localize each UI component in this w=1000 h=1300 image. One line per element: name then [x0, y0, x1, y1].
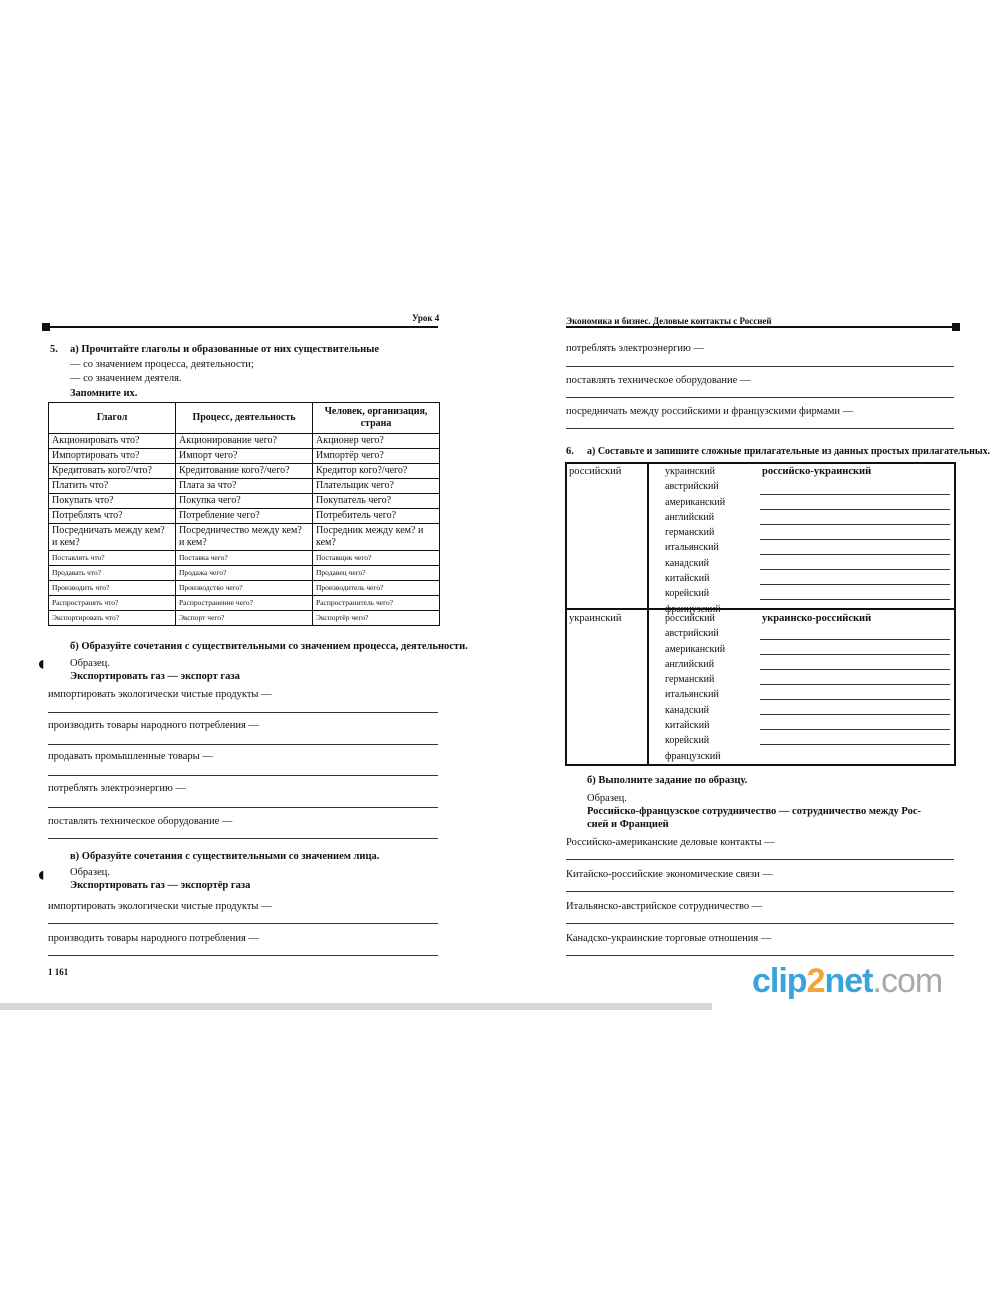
answer-line[interactable]	[566, 955, 954, 956]
logo-part: net	[824, 962, 873, 1000]
adjective-item: канадский	[665, 704, 710, 716]
exercise-5b-title: б) Образуйте сочетания с существительными со значением процесса, деятельности.	[70, 641, 468, 652]
exercise-5a-line2: — со значением деятеля.	[70, 373, 182, 384]
adjective-item: австрийский	[665, 628, 719, 640]
exercise-5b-item: поставлять техническое оборудование —	[48, 816, 233, 827]
answer-line[interactable]	[48, 712, 438, 713]
table-header-cell: Человек, организация, страна	[313, 403, 440, 434]
exercise-6a-title: а) Составьте и запишите сложные прилагательные из данных простых прилагательных.	[587, 446, 991, 457]
adjective-item: итальянский	[665, 542, 719, 554]
adjective-item: украинский	[665, 466, 715, 477]
exercise-5a-line1: — со значением процесса, деятельности;	[70, 359, 254, 370]
table-row	[49, 566, 440, 581]
table-cell: Плательщик чего?	[313, 479, 440, 494]
block2-adjective-list	[665, 611, 725, 764]
exercise-6-number: 6.	[566, 446, 574, 457]
adjective-answer-line[interactable]	[760, 509, 950, 510]
table-cell: Потребитель чего?	[313, 509, 440, 524]
right-header-rule	[566, 326, 956, 328]
adjective-item: итальянский	[665, 689, 719, 701]
table-cell: Производитель чего?	[313, 581, 440, 596]
table-header-row	[49, 403, 440, 434]
table-cell: Потреблять что?	[49, 509, 176, 524]
exercise-5c-sample: Экспортировать газ — экспортёр газа	[70, 880, 251, 891]
table-row	[49, 611, 440, 626]
table-header-cell: Процесс, деятельность	[176, 403, 313, 434]
adjective-answer-line[interactable]	[760, 714, 950, 715]
adjective-item: английский	[665, 658, 715, 670]
right-top-item: потреблять электроэнергию —	[566, 343, 704, 354]
adjective-answer-line[interactable]	[760, 569, 950, 570]
exercise-5b-item: потреблять электроэнергию —	[48, 783, 186, 794]
table-cell: Экспортёр чего?	[313, 611, 440, 626]
table-row	[49, 494, 440, 509]
table-cell: Распространение чего?	[176, 596, 313, 611]
answer-line[interactable]	[48, 955, 438, 956]
right-header-title: Экономика и бизнес. Деловые контакты с Россией	[566, 316, 772, 326]
answer-line[interactable]	[48, 807, 438, 808]
exercise-5b-item: производить товары народного потребления —	[48, 720, 259, 731]
scan-edge-bar	[0, 1003, 712, 1010]
adjective-answer-line[interactable]	[760, 699, 950, 700]
adjective-answer-line[interactable]	[760, 584, 950, 585]
answer-line[interactable]	[48, 923, 438, 924]
table-row	[49, 596, 440, 611]
table-cell: Посредничать между кем? и кем?	[49, 524, 176, 551]
table-row	[49, 551, 440, 566]
block1-base-adjective: российский	[569, 466, 622, 477]
adjective-item: английский	[665, 511, 715, 523]
left-header-rule	[46, 326, 438, 328]
exercise-5c-item: производить товары народного потребления —	[48, 933, 259, 944]
adjective-answer-line[interactable]	[760, 554, 950, 555]
table-cell: Кредитор кого?/чего?	[313, 464, 440, 479]
table-cell: Производство чего?	[176, 581, 313, 596]
table-cell: Продавец чего?	[313, 566, 440, 581]
table-cell: Производить что?	[49, 581, 176, 596]
adjective-item: германский	[665, 674, 715, 686]
adjective-item: корейский	[665, 588, 710, 600]
table-cell: Поставщик чего?	[313, 551, 440, 566]
table-row	[49, 524, 440, 551]
table-cell: Посредничество между кем? и кем?	[176, 524, 313, 551]
block2-base-adjective: украинский	[569, 613, 622, 624]
adjective-item: американский	[665, 496, 726, 508]
exercise-6b-item: Канадско-украинские торговые отношения —	[566, 933, 772, 944]
adjective-answer-line[interactable]	[760, 494, 950, 495]
left-header-title: Урок 4	[412, 313, 440, 323]
exercise-5a-line3: Запомните их.	[70, 388, 138, 399]
adjective-grid	[565, 462, 956, 766]
table-cell: Покупка чего?	[176, 494, 313, 509]
exercise-5-number: 5.	[50, 344, 58, 355]
table-row	[49, 479, 440, 494]
adjective-answer-line[interactable]	[760, 654, 950, 655]
block1-adjective-list	[665, 464, 725, 617]
adjective-answer-line[interactable]	[760, 744, 950, 745]
exercise-5c-sample-label: Образец.	[70, 867, 110, 878]
table-cell: Поставлять что?	[49, 551, 176, 566]
adjective-item: французский	[665, 750, 721, 762]
table-cell: Потребление чего?	[176, 509, 313, 524]
adjective-item: канадский	[665, 557, 710, 569]
adjective-item: китайский	[665, 720, 710, 732]
page-number: 1 161	[48, 967, 69, 977]
table-cell: Экспорт чего?	[176, 611, 313, 626]
exercise-6b-item: Китайско-российские экономические связи —	[566, 869, 773, 880]
table-cell: Плата за что?	[176, 479, 313, 494]
table-row	[49, 434, 440, 449]
table-cell: Покупать что?	[49, 494, 176, 509]
table-cell: Продавать что?	[49, 566, 176, 581]
adjective-item: российский	[665, 613, 715, 624]
adjective-answer-line[interactable]	[760, 524, 950, 525]
adjective-item: американский	[665, 643, 726, 655]
table-cell: Продажа чего?	[176, 566, 313, 581]
exercise-6b-sample-line1: Российско-французское сотрудничество — сотрудничество между Рос-	[587, 806, 921, 817]
adjective-answer-line[interactable]	[760, 599, 950, 600]
answer-line[interactable]	[48, 775, 438, 776]
adjective-answer-line[interactable]	[760, 539, 950, 540]
table-cell: Импортёр чего?	[313, 449, 440, 464]
right-top-item: посредничать между российскими и французскими фирмами —	[566, 406, 854, 417]
exercise-6b-item: Итальянско-австрийское сотрудничество —	[566, 901, 763, 912]
exercise-5b-sample: Экспортировать газ — экспорт газа	[70, 671, 240, 682]
exercise-5b-sample-label: Образец.	[70, 658, 110, 669]
block1-example: российско-украинский	[762, 466, 872, 477]
answer-line[interactable]	[566, 891, 954, 892]
margin-marker-icon: ◖	[35, 864, 48, 886]
adjective-answer-line[interactable]	[760, 729, 950, 730]
table-row	[49, 449, 440, 464]
table-cell: Распространять что?	[49, 596, 176, 611]
adjective-grid-divider	[647, 462, 649, 766]
exercise-5b-item: импортировать экологически чистые продукты —	[48, 689, 272, 700]
table-cell: Экспортировать что?	[49, 611, 176, 626]
exercise-6b-title: б) Выполните задание по образцу.	[587, 775, 748, 786]
adjective-item: корейский	[665, 735, 710, 747]
logo-part: 2	[806, 962, 825, 1000]
table-cell: Поставка чего?	[176, 551, 313, 566]
answer-line[interactable]	[48, 744, 438, 745]
exercise-6b-item: Российско-американские деловые контакты —	[566, 837, 775, 848]
logo-part: .com	[872, 962, 943, 1000]
table-cell: Акционирование чего?	[176, 434, 313, 449]
right-header-dot	[952, 323, 960, 331]
exercise-5b-item: продавать промышленные товары —	[48, 751, 213, 762]
adjective-answer-line[interactable]	[760, 669, 950, 670]
adjective-grid-separator	[565, 608, 954, 610]
table-row	[49, 509, 440, 524]
table-cell: Платить что?	[49, 479, 176, 494]
table-cell: Посредник между кем? и кем?	[313, 524, 440, 551]
answer-line[interactable]	[48, 838, 438, 839]
answer-line[interactable]	[566, 366, 954, 367]
exercise-5c-item: импортировать экологически чистые продукты —	[48, 901, 272, 912]
table-row	[49, 464, 440, 479]
table-row	[49, 581, 440, 596]
adjective-answer-line[interactable]	[760, 684, 950, 685]
answer-line[interactable]	[566, 397, 954, 398]
right-top-item: поставлять техническое оборудование —	[566, 375, 751, 386]
exercise-5a-title: а) Прочитайте глаголы и образованные от них существительные	[70, 344, 379, 355]
logo-part: clip	[752, 962, 807, 1000]
exercise-6b-sample-line2: сией и Францией	[587, 819, 669, 830]
table-cell: Распространитель чего?	[313, 596, 440, 611]
exercise-5c-title: в) Образуйте сочетания с существительными со значением лица.	[70, 851, 380, 862]
verb-noun-table	[48, 402, 440, 626]
adjective-answer-line[interactable]	[760, 639, 950, 640]
answer-line[interactable]	[566, 859, 954, 860]
table-cell: Импорт чего?	[176, 449, 313, 464]
clip2net-logo	[752, 962, 942, 1001]
margin-marker-icon: ◖	[35, 653, 48, 675]
table-cell: Импортировать что?	[49, 449, 176, 464]
adjective-item: китайский	[665, 573, 710, 585]
answer-line[interactable]	[566, 428, 954, 429]
block2-example: украинско-российский	[762, 613, 872, 624]
table-cell: Кредитование кого?/чего?	[176, 464, 313, 479]
table-cell: Акционировать что?	[49, 434, 176, 449]
table-cell: Акционер чего?	[313, 434, 440, 449]
adjective-item: австрийский	[665, 481, 719, 493]
table-cell: Кредитовать кого?/что?	[49, 464, 176, 479]
adjective-item: французский	[665, 603, 721, 615]
table-header-cell: Глагол	[49, 403, 176, 434]
adjective-item: германский	[665, 527, 715, 539]
answer-line[interactable]	[566, 923, 954, 924]
exercise-6b-sample-label: Образец.	[587, 793, 627, 804]
table-cell: Покупатель чего?	[313, 494, 440, 509]
